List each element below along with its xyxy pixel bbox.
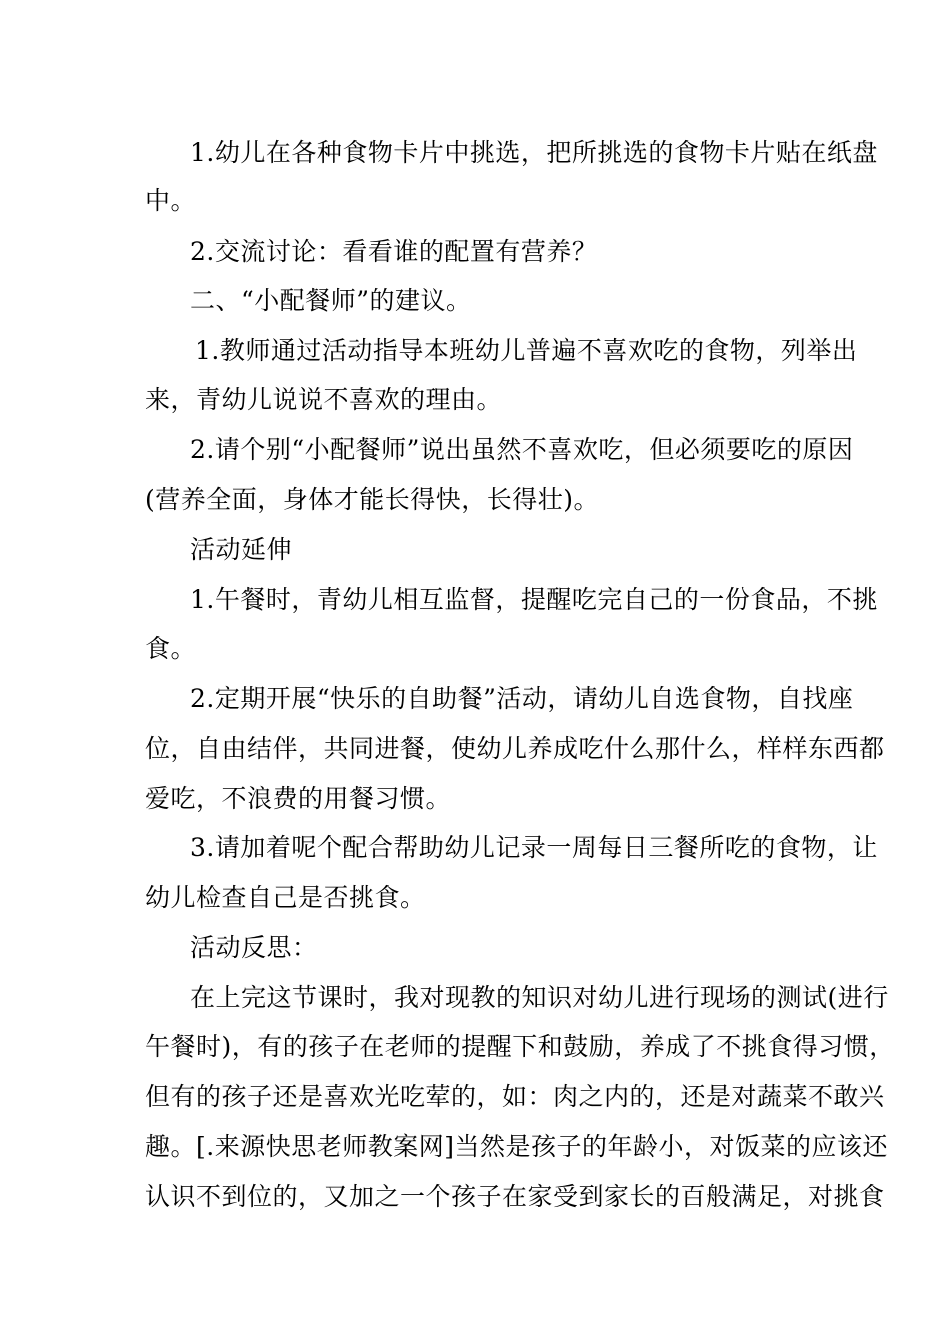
section-heading: 活动延伸 [190,535,293,564]
paragraph-line: 但有的孩子还是喜欢光吃荤的，如：肉之内的，还是对蔬菜不敢兴 [145,1082,885,1111]
paragraph-line: 来，青幼儿说说不喜欢的理由。 [145,385,503,414]
paragraph-line: 食。 [145,634,197,663]
paragraph-line: 2.定期开展“快乐的自助餐”活动，请幼儿自选食物，自找座 [190,684,854,713]
paragraph-line: 1.教师通过活动指导本班幼儿普遍不喜欢吃的食物，列举出 [195,336,858,365]
paragraph-line: 幼儿检查自己是否挑食。 [145,883,426,912]
paragraph-line: (营养全面，身体才能长得快，长得壮)。 [145,485,600,514]
paragraph-line: 位，自由结伴，共同进餐，使幼儿养成吃什么那什么，样样东西都 [145,734,885,763]
paragraph-line: 3.请加着呢个配合帮助幼儿记录一周每日三餐所吃的食物，让 [190,833,878,862]
paragraph-line: 午餐时)，有的孩子在老师的提醒下和鼓励，养成了不挑食得习惯， [145,1032,895,1061]
paragraph-line: 中。 [145,186,197,215]
paragraph-line: 1.午餐时，青幼儿相互监督，提醒吃完自己的一份食品，不挑 [190,585,878,614]
paragraph-line: 认识不到位的，又加之一个孩子在家受到家长的百般满足，对挑食 [145,1182,885,1211]
section-heading: 二、“小配餐师”的建议。 [190,286,472,315]
paragraph-line: 2.交流讨论：看看谁的配置有营养？ [190,237,598,266]
paragraph-line: 2.请个别“小配餐师”说出虽然不喜欢吃，但必须要吃的原因 [190,435,854,464]
paragraph-line: 爱吃，不浪费的用餐习惯。 [145,784,452,813]
section-heading: 活动反思： [190,933,318,962]
paragraph-line: 趣。[.来源快思老师教案网]当然是孩子的年龄小，对饭菜的应该还 [145,1132,888,1161]
paragraph-line: 在上完这节课时，我对现教的知识对幼儿进行现场的测试(进行 [190,983,889,1012]
paragraph-line: 1.幼儿在各种食物卡片中挑选，把所挑选的食物卡片贴在纸盘 [190,138,878,167]
